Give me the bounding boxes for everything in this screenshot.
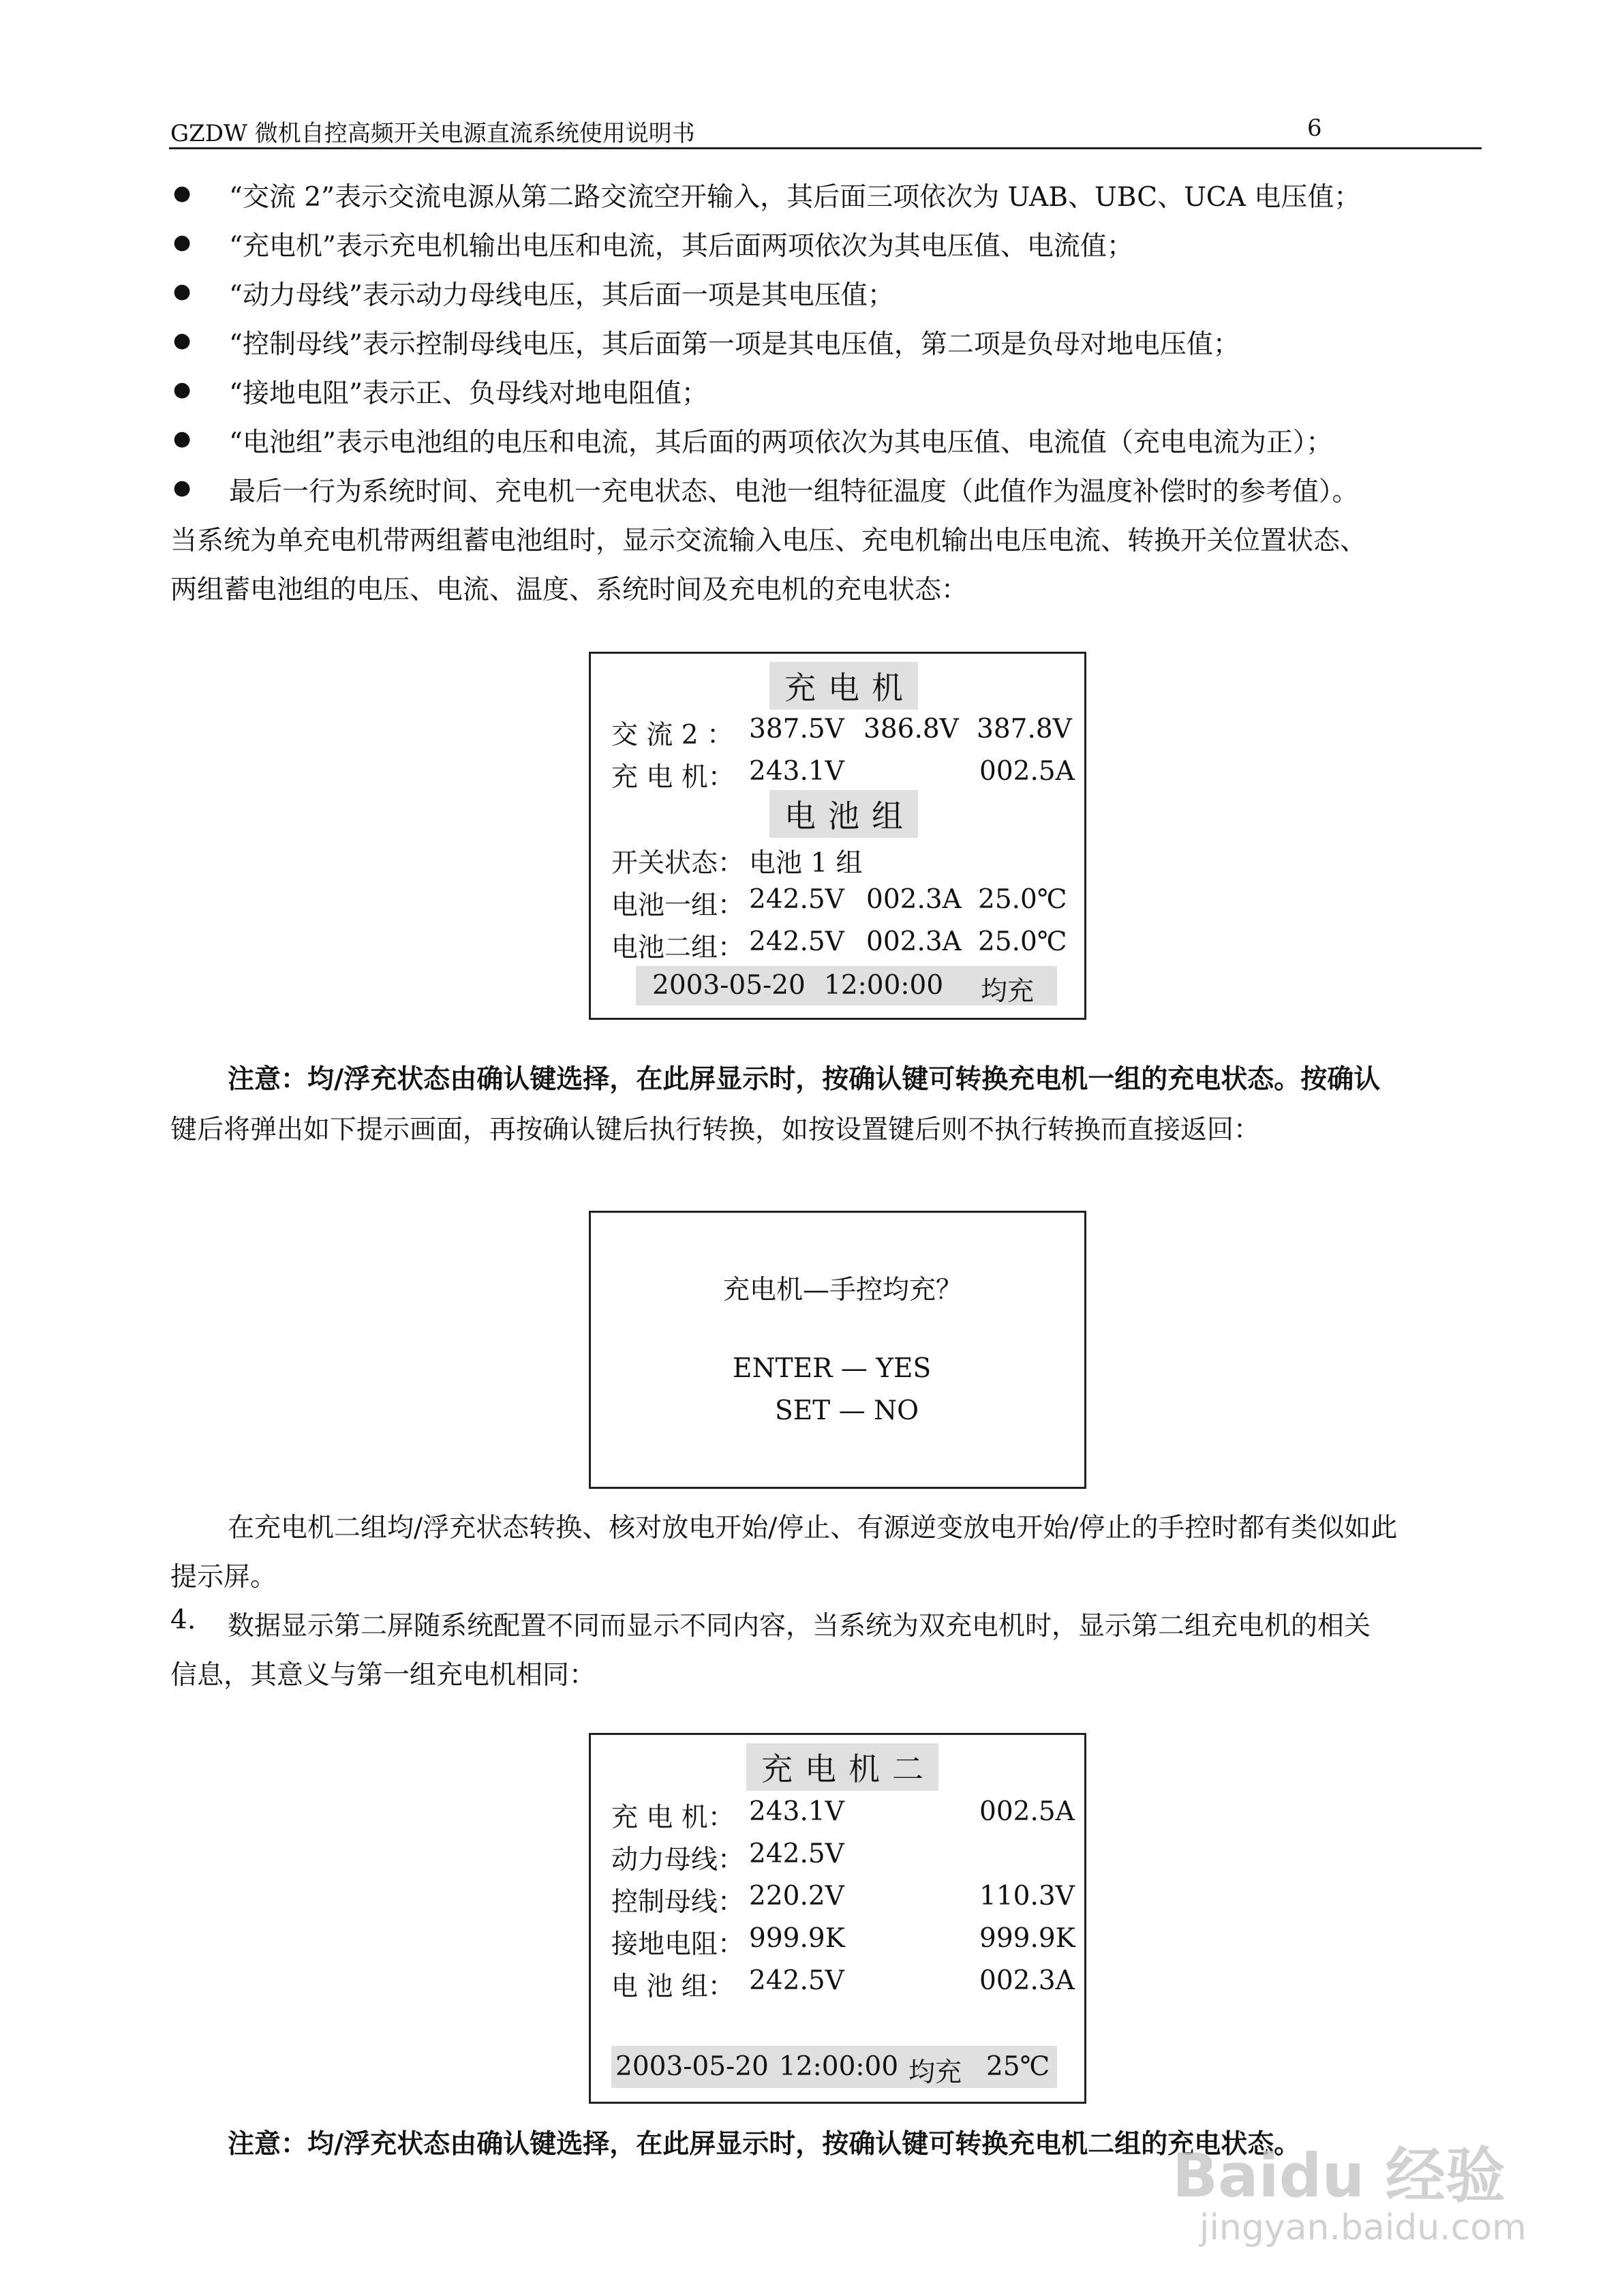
row-value: 002.3A bbox=[979, 1965, 1075, 1996]
bullet-icon: ● bbox=[173, 181, 192, 205]
paragraph-line: 提示屏。 bbox=[170, 1562, 277, 1592]
battery-2-voltage: 242.5V bbox=[749, 926, 844, 957]
paragraph-line: 两组蓄电池组的电压、电流、温度、系统时间及充电机的充电状态： bbox=[170, 575, 968, 605]
battery-2-current: 002.3A bbox=[866, 926, 962, 957]
row-value: 242.5V bbox=[749, 1965, 844, 1996]
bullet-text: “交流 2”表示交流电源从第二路交流空开输入，其后面三项依次为 UAB、UBC、UCA 电压值； bbox=[229, 182, 1361, 213]
bullet-text: “接地电阻”表示正、负母线对地电阻值； bbox=[229, 378, 708, 409]
switch-label: 开关状态： bbox=[611, 848, 745, 879]
charger-current: 002.5A bbox=[979, 756, 1075, 787]
prompt-yes: ENTER — YES bbox=[733, 1353, 932, 1384]
screen-title-battery: 电池组 bbox=[769, 790, 918, 838]
lcd-screen-charger-2 bbox=[589, 1733, 1086, 2104]
screen-title-charger: 充电机 bbox=[769, 662, 918, 710]
status-time: 12:00:00 bbox=[824, 970, 944, 1001]
battery-1-voltage: 242.5V bbox=[749, 884, 844, 915]
row-label: 接地电阻： bbox=[611, 1929, 745, 1960]
ac-value-ubc: 386.8V bbox=[863, 714, 959, 744]
prompt-no: SET — NO bbox=[775, 1395, 919, 1426]
bullet-text: “动力母线”表示动力母线电压，其后面一项是其电压值； bbox=[229, 280, 894, 311]
row-value: 002.5A bbox=[979, 1796, 1075, 1827]
bullet-icon: ● bbox=[173, 329, 192, 352]
bullet-icon: ● bbox=[173, 378, 192, 402]
status-bar bbox=[611, 2046, 1057, 2088]
item-line: 数据显示第二屏随系统配置不同而显示不同内容，当系统为双充电机时，显示第二组充电机的相关 bbox=[228, 1611, 1371, 1642]
charger-label: 充 电 机： bbox=[611, 762, 735, 793]
bullet-icon: ● bbox=[173, 280, 192, 303]
row-value: 243.1V bbox=[749, 1796, 844, 1827]
status-date: 2003-05-20 bbox=[652, 970, 806, 1001]
battery-1-temp: 25.0℃ bbox=[978, 884, 1067, 915]
bullet-text: “控制母线”表示控制母线电压，其后面第一项是其电压值，第二项是负母对地电压值； bbox=[229, 329, 1240, 360]
switch-value: 电池 1 组 bbox=[749, 848, 863, 879]
ac-value-uab: 387.5V bbox=[749, 714, 844, 744]
page-number: 6 bbox=[1307, 115, 1322, 142]
row-label: 动力母线： bbox=[611, 1845, 745, 1875]
status-mode: 均充 bbox=[908, 2057, 962, 2088]
battery-1-current: 002.3A bbox=[866, 884, 962, 915]
status-time: 12:00:00 bbox=[779, 2051, 899, 2082]
paragraph-line: 当系统为单充电机带两组蓄电池组时，显示交流输入电压、充电机输出电压电流、转换开关位置状态、 bbox=[170, 526, 1367, 556]
row-label: 控制母线： bbox=[611, 1887, 745, 1918]
paragraph-line: 在充电机二组均/浮充状态转换、核对放电开始/停止、有源逆变放电开始/停止的手控时都有类似如此 bbox=[228, 1513, 1398, 1543]
row-value: 999.9K bbox=[749, 1923, 845, 1954]
row-label: 电 池 组： bbox=[611, 1972, 735, 2002]
charger-voltage: 243.1V bbox=[749, 756, 844, 787]
bullet-icon: ● bbox=[173, 230, 192, 254]
bullet-text: “电池组”表示电池组的电压和电流，其后面的两项依次为其电压值、电流值（充电电流为正）； bbox=[229, 427, 1333, 458]
row-value: 110.3V bbox=[979, 1881, 1075, 1912]
battery-2-label: 电池二组： bbox=[611, 933, 745, 963]
status-temp: 25℃ bbox=[986, 2051, 1050, 2082]
prompt-screen bbox=[589, 1211, 1086, 1489]
ac-value-uca: 387.8V bbox=[977, 714, 1072, 744]
note-line: 注意：均/浮充状态由确认键选择，在此屏显示时，按确认键可转换充电机二组的充电状态。 bbox=[228, 2128, 1301, 2160]
note-line: 注意：均/浮充状态由确认键选择，在此屏显示时，按确认键可转换充电机一组的充电状态。按确认 bbox=[228, 1063, 1381, 1095]
row-value: 220.2V bbox=[749, 1881, 844, 1912]
header-rule bbox=[169, 147, 1482, 149]
status-mode: 均充 bbox=[981, 976, 1035, 1007]
screen-title-charger-2: 充电机二 bbox=[746, 1743, 938, 1791]
item-line: 信息，其意义与第一组充电机相同： bbox=[170, 1660, 596, 1691]
bullet-icon: ● bbox=[173, 427, 192, 451]
note-line: 键后将弹出如下提示画面，再按确认键后执行转换，如按设置键后则不执行转换而直接返回： bbox=[170, 1115, 1261, 1145]
bullet-icon: ● bbox=[173, 476, 192, 500]
bullet-text: 最后一行为系统时间、充电机一充电状态、电池一组特征温度（此值作为温度补偿时的参考值）。 bbox=[229, 477, 1359, 507]
row-value: 999.9K bbox=[979, 1923, 1075, 1954]
watermark-url: jingyan.baidu.com bbox=[1199, 2207, 1527, 2248]
status-bar bbox=[636, 966, 1057, 1006]
ac-label: 交 流 2 ： bbox=[611, 720, 734, 751]
bullet-text: “充电机”表示充电机输出电压和电流，其后面两项依次为其电压值、电流值； bbox=[229, 231, 1133, 262]
item-number: 4. bbox=[170, 1605, 196, 1635]
row-value: 242.5V bbox=[749, 1839, 844, 1869]
running-header-title: GZDW 微机自控高频开关电源直流系统使用说明书 bbox=[170, 120, 695, 147]
row-label: 充 电 机： bbox=[611, 1802, 735, 1833]
battery-2-temp: 25.0℃ bbox=[978, 926, 1067, 957]
watermark-brand: Baidu 经验 bbox=[1172, 2141, 1505, 2211]
prompt-question: 充电机—手控均充？ bbox=[723, 1275, 963, 1305]
lcd-screen-charger-battery bbox=[589, 652, 1086, 1020]
status-date: 2003-05-20 bbox=[615, 2051, 769, 2082]
battery-1-label: 电池一组： bbox=[611, 890, 745, 921]
